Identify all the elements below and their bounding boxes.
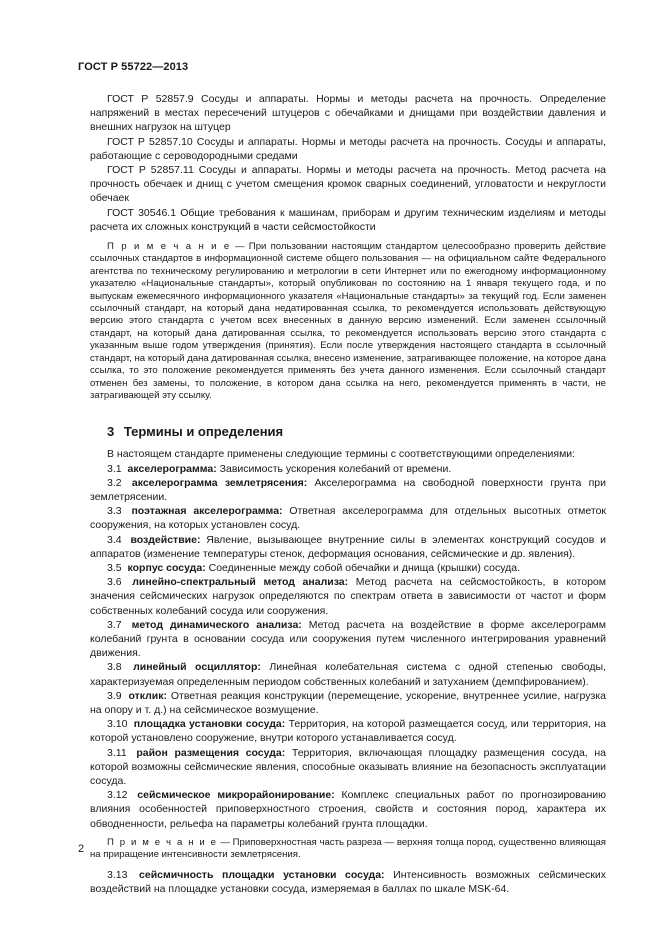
term-number: 3.13 (107, 868, 128, 881)
note-text: — При пользовании настоящим стандартом целесообразно проверить действие ссылочных стандартов в информационной системе общего пользования — на официальном сайте Федерального агентства по техническому регулированию и метрологии в сети Интернет или по ежегодному информационному указателю «Национальные стандарты», который опубликован по состоянию на 1 января текущего года, и по выпускам ежемесячного информационного указателя «Национальные стандарты» за текущий год. Если заменен ссылочный стандарт, на который дана недатированная ссылка, то рекомендуется использовать действующую версию этого стандарта с учетом всех внесенных в данную версию изменений. Если заменен ссылочный стандарт, на который дана датированная ссылка, то рекомендуется использовать версию этого стандарта с указанным выше годом утверждения (принятия). Если после утверждения настоящего стандарта в ссылочный стандарт, на который дана датированная ссылка, внесено изменение, затрагивающее положение, на которое дана ссылка, то это положение рекомендуется применять без учета данного изменения. Если ссылочный стандарт отменен без замены, то положение, в котором дана ссылка на него, рекомендуется применять в части, не затрагивающей эту ссылку. (90, 241, 606, 401)
term-number: 3.8 (107, 661, 122, 674)
page-number: 2 (78, 843, 85, 855)
term-number: 3.6 (107, 576, 122, 589)
term-definition: Территория, включающая площадку размещения сосуда, на которой возможны сейсмические явления, способные оказывать влияние на безопасность эксплуатации сосуда. (90, 746, 607, 787)
term-entry (90, 575, 606, 618)
page-content (90, 92, 606, 896)
section-intro: В настоящем стандарте применены следующие термины с соответствующими определениями: (107, 448, 576, 461)
term-number: 3.9 (107, 689, 122, 702)
term-name: акселерограмма: (127, 462, 217, 475)
note-references (90, 241, 606, 402)
term-entry (90, 746, 606, 789)
term-definition: Линейная колебательная система с одной степенью свободы, характеризуемая определенным периодом собственных колебаний и затуханием (демпфированием). (90, 661, 606, 688)
term-definition: Ответная реакция конструкции (перемещение, ускорение, внутреннее усилие, нагрузка на опору и т. д.) на сейсмическое возмущение. (90, 689, 606, 716)
term-number: 3.3 (107, 505, 122, 518)
term-name: линейно-спектральный метод анализа: (132, 576, 349, 589)
term-entry (90, 561, 606, 575)
term-entry (90, 868, 606, 896)
note-label: П р и м е ч а н и е (107, 241, 231, 253)
term-entry (90, 618, 606, 661)
term-number: 3.1 (107, 462, 122, 475)
term-name: метод динамического анализа: (131, 618, 302, 631)
section-title: Термины и определения (123, 424, 284, 440)
reference-entry: ГОСТ 30546.1 Общие требования к машинам, приборам и другим техническим изделиям и методы расчета их сложных конструкций в части сейсмостойкости (90, 206, 606, 233)
reference-entry: ГОСТ Р 52857.10 Сосуды и аппараты. Нормы и методы расчета на прочность. Сосуды и аппараты, работающие с сероводородными средами (90, 135, 606, 162)
term-name: район размещения сосуда: (136, 746, 286, 759)
reference-entry: ГОСТ Р 52857.11 Сосуды и аппараты. Нормы и методы расчета на прочность. Метод расчета на прочность обечаек и днищ с учетом смещения кромок сварных соединений, угловатости и некруглости обечаек (90, 164, 606, 205)
term-entry (90, 689, 606, 717)
term-number: 3.4 (107, 533, 122, 546)
term-definition: Комплекс специальных работ по прогнозированию влияния особенностей приповерхностного строения, свойств и состояния пород, характера их обводненности, рельефа на параметры колебаний грунта площадки. (90, 789, 606, 830)
term-number: 3.11 (107, 746, 127, 759)
term-definition: Акселерограмма на свободной поверхности грунта при землетрясении. (90, 476, 607, 503)
note-label: П р и м е ч а н и е (107, 836, 218, 848)
term-definition: Соединенные между собой обечайки и днища (крышки) сосуда. (205, 561, 521, 574)
section-heading (90, 424, 606, 439)
term-entry (90, 660, 606, 688)
term-name: акселерограмма землетрясения: (131, 476, 308, 489)
note-near-surface (90, 837, 606, 862)
reference-entry: ГОСТ Р 52857.9 Сосуды и аппараты. Нормы и методы расчета на прочность. Определение напряжений в местах пересечений штуцеров с обечайками и днищами при воздействии давления и внешних нагрузок на штуцер (90, 93, 606, 134)
term-name: сейсмичность площадки установки сосуда: (139, 868, 385, 881)
term-entry (90, 504, 606, 532)
section-number: 3 (107, 424, 115, 440)
term-name: воздействие: (130, 533, 201, 546)
term-name: отклик: (128, 689, 168, 702)
term-name: корпус сосуда: (127, 561, 206, 574)
term-number: 3.12 (107, 789, 128, 802)
term-definition: Зависимость ускорения колебаний от времени. (216, 462, 452, 475)
term-definition: Метод расчета на сейсмостойкость, в котором значения сейсмических нагрузок определяются по спектрам ответа в зависимости от частот и форм собственных колебаний сосуда или сооружения. (90, 576, 606, 617)
term-entry (90, 717, 606, 745)
term-entry (90, 788, 606, 831)
term-name: площадка установки сосуда: (133, 718, 286, 731)
term-entry (90, 533, 606, 561)
term-name: поэтажная акселерограмма: (131, 505, 283, 518)
term-number: 3.2 (107, 476, 122, 489)
term-definition: Интенсивность возможных сейсмических воздействий на площадке установки сосуда, измеряемая в баллах по шкале MSK-64. (90, 868, 606, 895)
term-definition: Территория, на которой размещается сосуд, или территория, на которой установлено сооружение, внутри которого устанавливается сосуд. (90, 718, 606, 745)
term-entry (90, 476, 606, 504)
term-name: сейсмическое микрорайонирование: (137, 789, 335, 802)
term-entry (90, 462, 606, 476)
term-definition: Метод расчета на воздействие в форме акселерограмм колебаний грунта в основании сосуда или сооружения путем численного интегрирования уравнений движения. (90, 618, 606, 660)
document-header: ГОСТ Р 55722—2013 (78, 61, 189, 73)
term-number: 3.10 (107, 718, 128, 731)
note-text: — Приповерхностная часть разреза — верхняя толща пород, существенно влияющая на приращение интенсивности землетрясения. (90, 836, 606, 861)
term-definition: Ответная акселерограмма для отдельных высотных отметок сооружения, на которых установлен сосуд. (90, 505, 606, 532)
term-number: 3.5 (107, 561, 122, 574)
term-name: линейный осциллятор: (133, 661, 261, 674)
term-definition: Явление, вызывающее внутренние силы в элементах конструкций сосудов и аппаратов (изменение температуры стенок, деформация основания, сейсмические и др. явления). (90, 533, 606, 560)
term-number: 3.7 (107, 618, 122, 631)
